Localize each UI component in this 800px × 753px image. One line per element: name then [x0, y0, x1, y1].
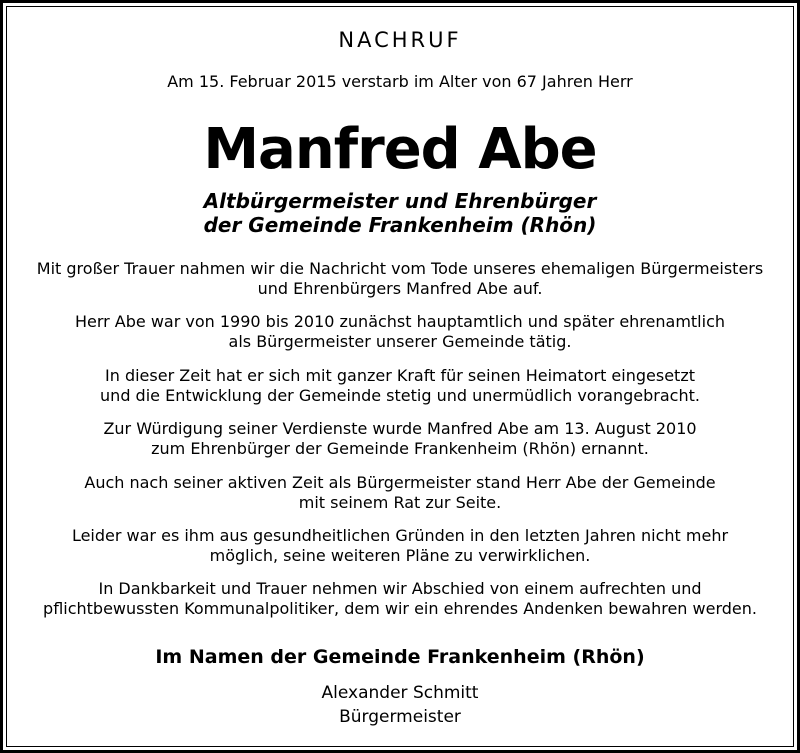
- paragraph-line: pflichtbewussten Kommunalpolitiker, dem wir ein ehrendes Andenken bewahren werden.: [43, 599, 757, 619]
- paragraph-line: zum Ehrenbürger der Gemeinde Frankenheim (Rhön) ernannt.: [151, 439, 649, 459]
- honorary-title-line-2: der Gemeinde Frankenheim (Rhön): [203, 213, 597, 237]
- paragraph-line: Mit großer Trauer nahmen wir die Nachricht vom Tode unseres ehemaligen Bürgermeisters: [36, 259, 764, 278]
- obituary-inner-border: [6, 6, 794, 747]
- paragraph-line: In dieser Zeit hat er sich mit ganzer Kraft für seinen Heimatort eingesetzt: [105, 365, 695, 385]
- paragraph-line: als Bürgermeister unserer Gemeinde tätig.: [228, 332, 572, 352]
- paragraph: [27, 473, 773, 513]
- paragraph-line: und Ehrenbürgers Manfred Abe auf.: [257, 279, 543, 298]
- paragraph-line: Herr Abe war von 1990 bis 2010 zunächst hauptamtlich und später ehrenamtlich: [74, 312, 726, 332]
- paragraph: [27, 526, 773, 566]
- paragraph: [27, 366, 773, 406]
- death-announcement: Am 15. Februar 2015 verstarb im Alter von 67 Jahren Herr: [167, 72, 633, 91]
- signoff-line: Im Namen der Gemeinde Frankenheim (Rhön): [155, 646, 645, 668]
- paragraph-line: möglich, seine weiteren Pläne zu verwirklichen.: [209, 545, 591, 565]
- notice-heading: NACHRUF: [338, 28, 462, 52]
- honorary-title: [7, 189, 793, 237]
- paragraph: [27, 259, 773, 299]
- paragraph: [27, 419, 773, 459]
- paragraph-line: und die Entwicklung der Gemeinde stetig und unermüdlich vorangebracht.: [100, 385, 700, 405]
- paragraph-line: Auch nach seiner aktiven Zeit als Bürgermeister stand Herr Abe der Gemeinde: [84, 472, 716, 492]
- signer-role: Bürgermeister: [339, 707, 461, 727]
- paragraph-line: In Dankbarkeit und Trauer nehmen wir Abschied von einem aufrechten und: [98, 579, 702, 599]
- paragraph-line: mit seinem Rat zur Seite.: [298, 492, 502, 512]
- obituary-body: [27, 259, 773, 633]
- honorary-title-line-1: Altbürgermeister und Ehrenbürger: [203, 189, 597, 213]
- paragraph: [27, 579, 773, 619]
- paragraph-line: Zur Würdigung seiner Verdienste wurde Manfred Abe am 13. August 2010: [103, 419, 697, 439]
- deceased-name: Manfred Abe: [203, 117, 597, 182]
- paragraph: [27, 312, 773, 352]
- signer-name: Alexander Schmitt: [321, 683, 479, 703]
- paragraph-line: Leider war es ihm aus gesundheitlichen Gründen in den letzten Jahren nicht mehr: [71, 525, 729, 545]
